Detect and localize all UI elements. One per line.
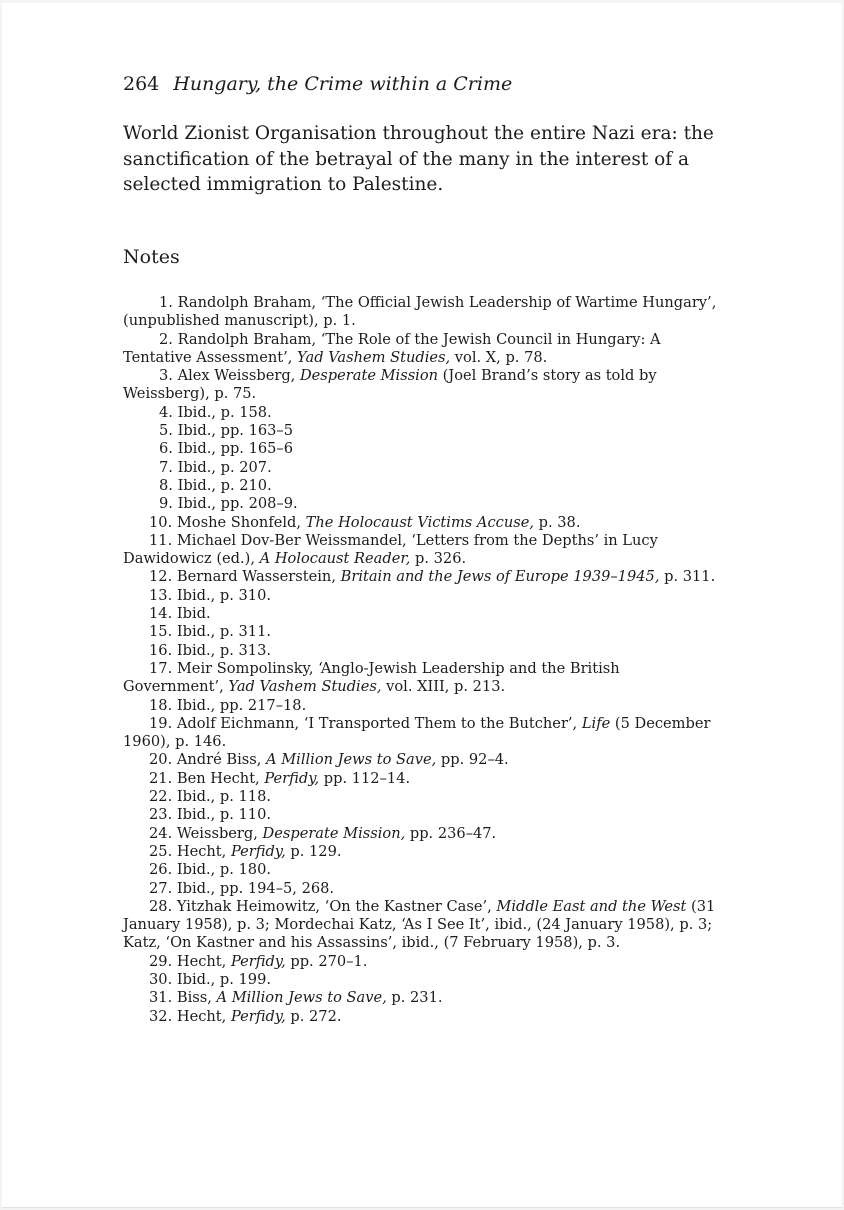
note-item — [123, 861, 723, 879]
note-text: Ibid., p. 311. — [176, 623, 272, 641]
note-number: 21. — [149, 769, 177, 787]
note-text: pp. 236–47. — [405, 824, 497, 842]
note-number: 31. — [149, 989, 177, 1007]
note-text: Ibid., p. 313. — [176, 641, 272, 659]
note-number: 13. — [149, 586, 177, 604]
note-item — [123, 660, 723, 697]
note-text: Weissberg, — [176, 824, 263, 842]
note-text: Ibid., pp. 165–6 — [177, 440, 294, 458]
note-item — [123, 459, 723, 477]
note-text: Hecht, — [176, 1007, 231, 1025]
note-number: 24. — [149, 824, 177, 842]
note-text: Moshe Shonfeld, — [176, 513, 306, 531]
note-item — [123, 422, 723, 440]
note-item — [123, 788, 723, 806]
note-number: 22. — [149, 788, 177, 806]
note-text: Ibid., pp. 217–18. — [176, 696, 307, 714]
note-text: André Biss, — [176, 751, 267, 769]
running-header — [123, 73, 512, 95]
note-text: Bernard Wasserstein, — [176, 568, 341, 586]
note-number: 23. — [149, 806, 177, 824]
note-number: 28. — [149, 897, 177, 915]
note-title: Perfidy, — [230, 842, 286, 860]
note-number: 32. — [149, 1007, 177, 1025]
note-number: 1. — [159, 294, 178, 311]
note-item — [123, 825, 723, 843]
note-text: Ibid., pp. 208–9. — [177, 495, 298, 513]
note-text: Ibid., pp. 163–5 — [177, 422, 294, 440]
note-text: Alex Weissberg, — [177, 367, 300, 385]
note-item — [123, 294, 723, 331]
note-item — [123, 623, 723, 641]
note-item — [123, 514, 723, 532]
note-number: 20. — [149, 751, 177, 769]
notes-heading: Notes — [123, 246, 180, 268]
note-item — [123, 495, 723, 513]
note-number: 25. — [149, 842, 177, 860]
note-number: 8. — [159, 476, 178, 494]
page-number: 264 — [123, 73, 160, 95]
note-number: 30. — [149, 970, 177, 988]
note-text: Hecht, — [176, 842, 231, 860]
note-text: Ibid., p. 158. — [177, 403, 272, 421]
note-title: Perfidy, — [230, 952, 286, 970]
note-title: Desperate Mission — [299, 367, 439, 385]
note-number: 27. — [149, 879, 177, 897]
note-number: 5. — [159, 422, 178, 440]
note-item — [123, 989, 723, 1007]
note-item — [123, 697, 723, 715]
note-item — [123, 1008, 723, 1026]
note-item — [123, 843, 723, 861]
note-text: Ibid., p. 310. — [176, 586, 272, 604]
note-text: (5 December 1960), p. 146. — [123, 714, 711, 751]
note-title: Britain and the Jews of Europe 1939–1945, — [340, 568, 660, 586]
note-title: Perfidy, — [230, 1007, 286, 1025]
note-text: p. 38. — [533, 513, 581, 531]
note-item — [123, 898, 723, 953]
note-number: 2. — [159, 330, 178, 348]
note-item — [123, 971, 723, 989]
note-title: Yad Vashem Studies, — [297, 348, 451, 366]
note-title: Middle East and the West — [496, 897, 687, 915]
note-text: vol. XIII, p. 213. — [381, 678, 506, 696]
note-item — [123, 587, 723, 605]
note-number: 3. — [159, 367, 178, 385]
note-item — [123, 880, 723, 898]
note-number: 11. — [149, 531, 177, 549]
note-item — [123, 477, 723, 495]
note-text: pp. 92–4. — [436, 751, 509, 769]
note-text: p. 311. — [659, 568, 716, 586]
note-title: Life — [581, 714, 611, 732]
note-title: The Holocaust Victims Accuse, — [305, 513, 534, 531]
note-text: Yitzhak Heimowitz, ‘On the Kastner Case’, — [176, 897, 497, 915]
note-item — [123, 770, 723, 788]
note-text: Randolph Braham, ‘The Official Jewish Leadership of Wartime Hungary’, (unpublished manuscript), p. 1. — [123, 294, 717, 330]
note-number: 12. — [149, 568, 177, 586]
note-number: 7. — [159, 458, 178, 476]
note-text: pp. 112–14. — [319, 769, 411, 787]
note-item — [123, 331, 723, 368]
note-text: Ibid., p. 210. — [177, 476, 272, 494]
note-text: Ibid., p. 110. — [176, 806, 272, 824]
note-item — [123, 751, 723, 769]
intro-text: World Zionist Organisation throughout the entire Nazi era: the sanctification of the betrayal of the many in the interest of a selected immigration to Palestine. — [123, 123, 714, 195]
document-page — [2, 3, 842, 1208]
note-text: Biss, — [176, 989, 217, 1007]
note-text: Ibid., p. 118. — [176, 788, 272, 806]
note-title: Yad Vashem Studies, — [228, 678, 382, 696]
note-number: 18. — [149, 696, 177, 714]
note-item — [123, 532, 723, 569]
note-title: A Holocaust Reader, — [259, 550, 411, 568]
note-text: vol. X, p. 78. — [450, 348, 548, 366]
note-item — [123, 642, 723, 660]
note-text: (Joel Brand’s story as told by Weissberg), p. 75. — [123, 367, 657, 403]
note-item — [123, 367, 723, 404]
note-number: 10. — [149, 513, 177, 531]
note-text: p. 326. — [410, 550, 467, 568]
note-number: 19. — [149, 714, 177, 732]
note-text: Ibid. — [176, 605, 211, 623]
intro-paragraph — [123, 121, 723, 198]
note-text: p. 129. — [285, 842, 342, 860]
note-text: Ibid., p. 180. — [176, 861, 272, 879]
page-bottom-edge — [2, 1207, 842, 1208]
note-number: 26. — [149, 861, 177, 879]
note-number: 29. — [149, 952, 177, 970]
note-text: Michael Dov-Ber Weissmandel, ‘Letters from the Depths’ in Lucy Dawidowicz (ed.), — [123, 531, 658, 568]
note-text: Ibid., p. 207. — [177, 458, 272, 476]
note-text: Randolph Braham, ‘The Role of the Jewish Council in Hungary: A Tentative Assessment’, — [123, 330, 661, 366]
note-number: 17. — [149, 659, 177, 677]
note-text: Ibid., p. 199. — [176, 970, 272, 988]
book-title: Hungary, the Crime within a Crime — [173, 73, 513, 95]
note-item — [123, 605, 723, 623]
note-number: 16. — [149, 641, 177, 659]
notes-list — [123, 294, 723, 1026]
note-text: p. 231. — [386, 989, 443, 1007]
note-item — [123, 953, 723, 971]
note-item — [123, 404, 723, 422]
note-item — [123, 568, 723, 586]
note-item — [123, 440, 723, 458]
note-text: pp. 270–1. — [285, 952, 368, 970]
note-item — [123, 715, 723, 752]
note-text: Meir Sompolinsky, ‘Anglo-Jewish Leadership and the British Government’, — [123, 659, 620, 696]
note-text: Hecht, — [176, 952, 231, 970]
note-item — [123, 806, 723, 824]
note-text: Ibid., pp. 194–5, 268. — [176, 879, 335, 897]
note-title: A Million Jews to Save, — [216, 989, 387, 1007]
note-number: 9. — [159, 495, 178, 513]
note-title: Desperate Mission, — [262, 824, 406, 842]
note-text: Ben Hecht, — [176, 769, 265, 787]
note-number: 6. — [159, 440, 178, 458]
note-text: p. 272. — [285, 1007, 342, 1025]
note-title: A Million Jews to Save, — [266, 751, 437, 769]
note-number: 15. — [149, 623, 177, 641]
note-number: 4. — [159, 403, 178, 421]
note-text: Adolf Eichmann, ‘I Transported Them to the Butcher’, — [176, 714, 582, 732]
note-text: (31 January 1958), p. 3; Mordechai Katz, ‘As I See It’, ibid., (24 January 1958), p. 3; Katz, ‘On Kastner and his Assassins’, ibid., (7 February 1958), p. 3. — [123, 897, 716, 952]
note-number: 14. — [149, 605, 177, 623]
note-title: Perfidy, — [264, 769, 320, 787]
